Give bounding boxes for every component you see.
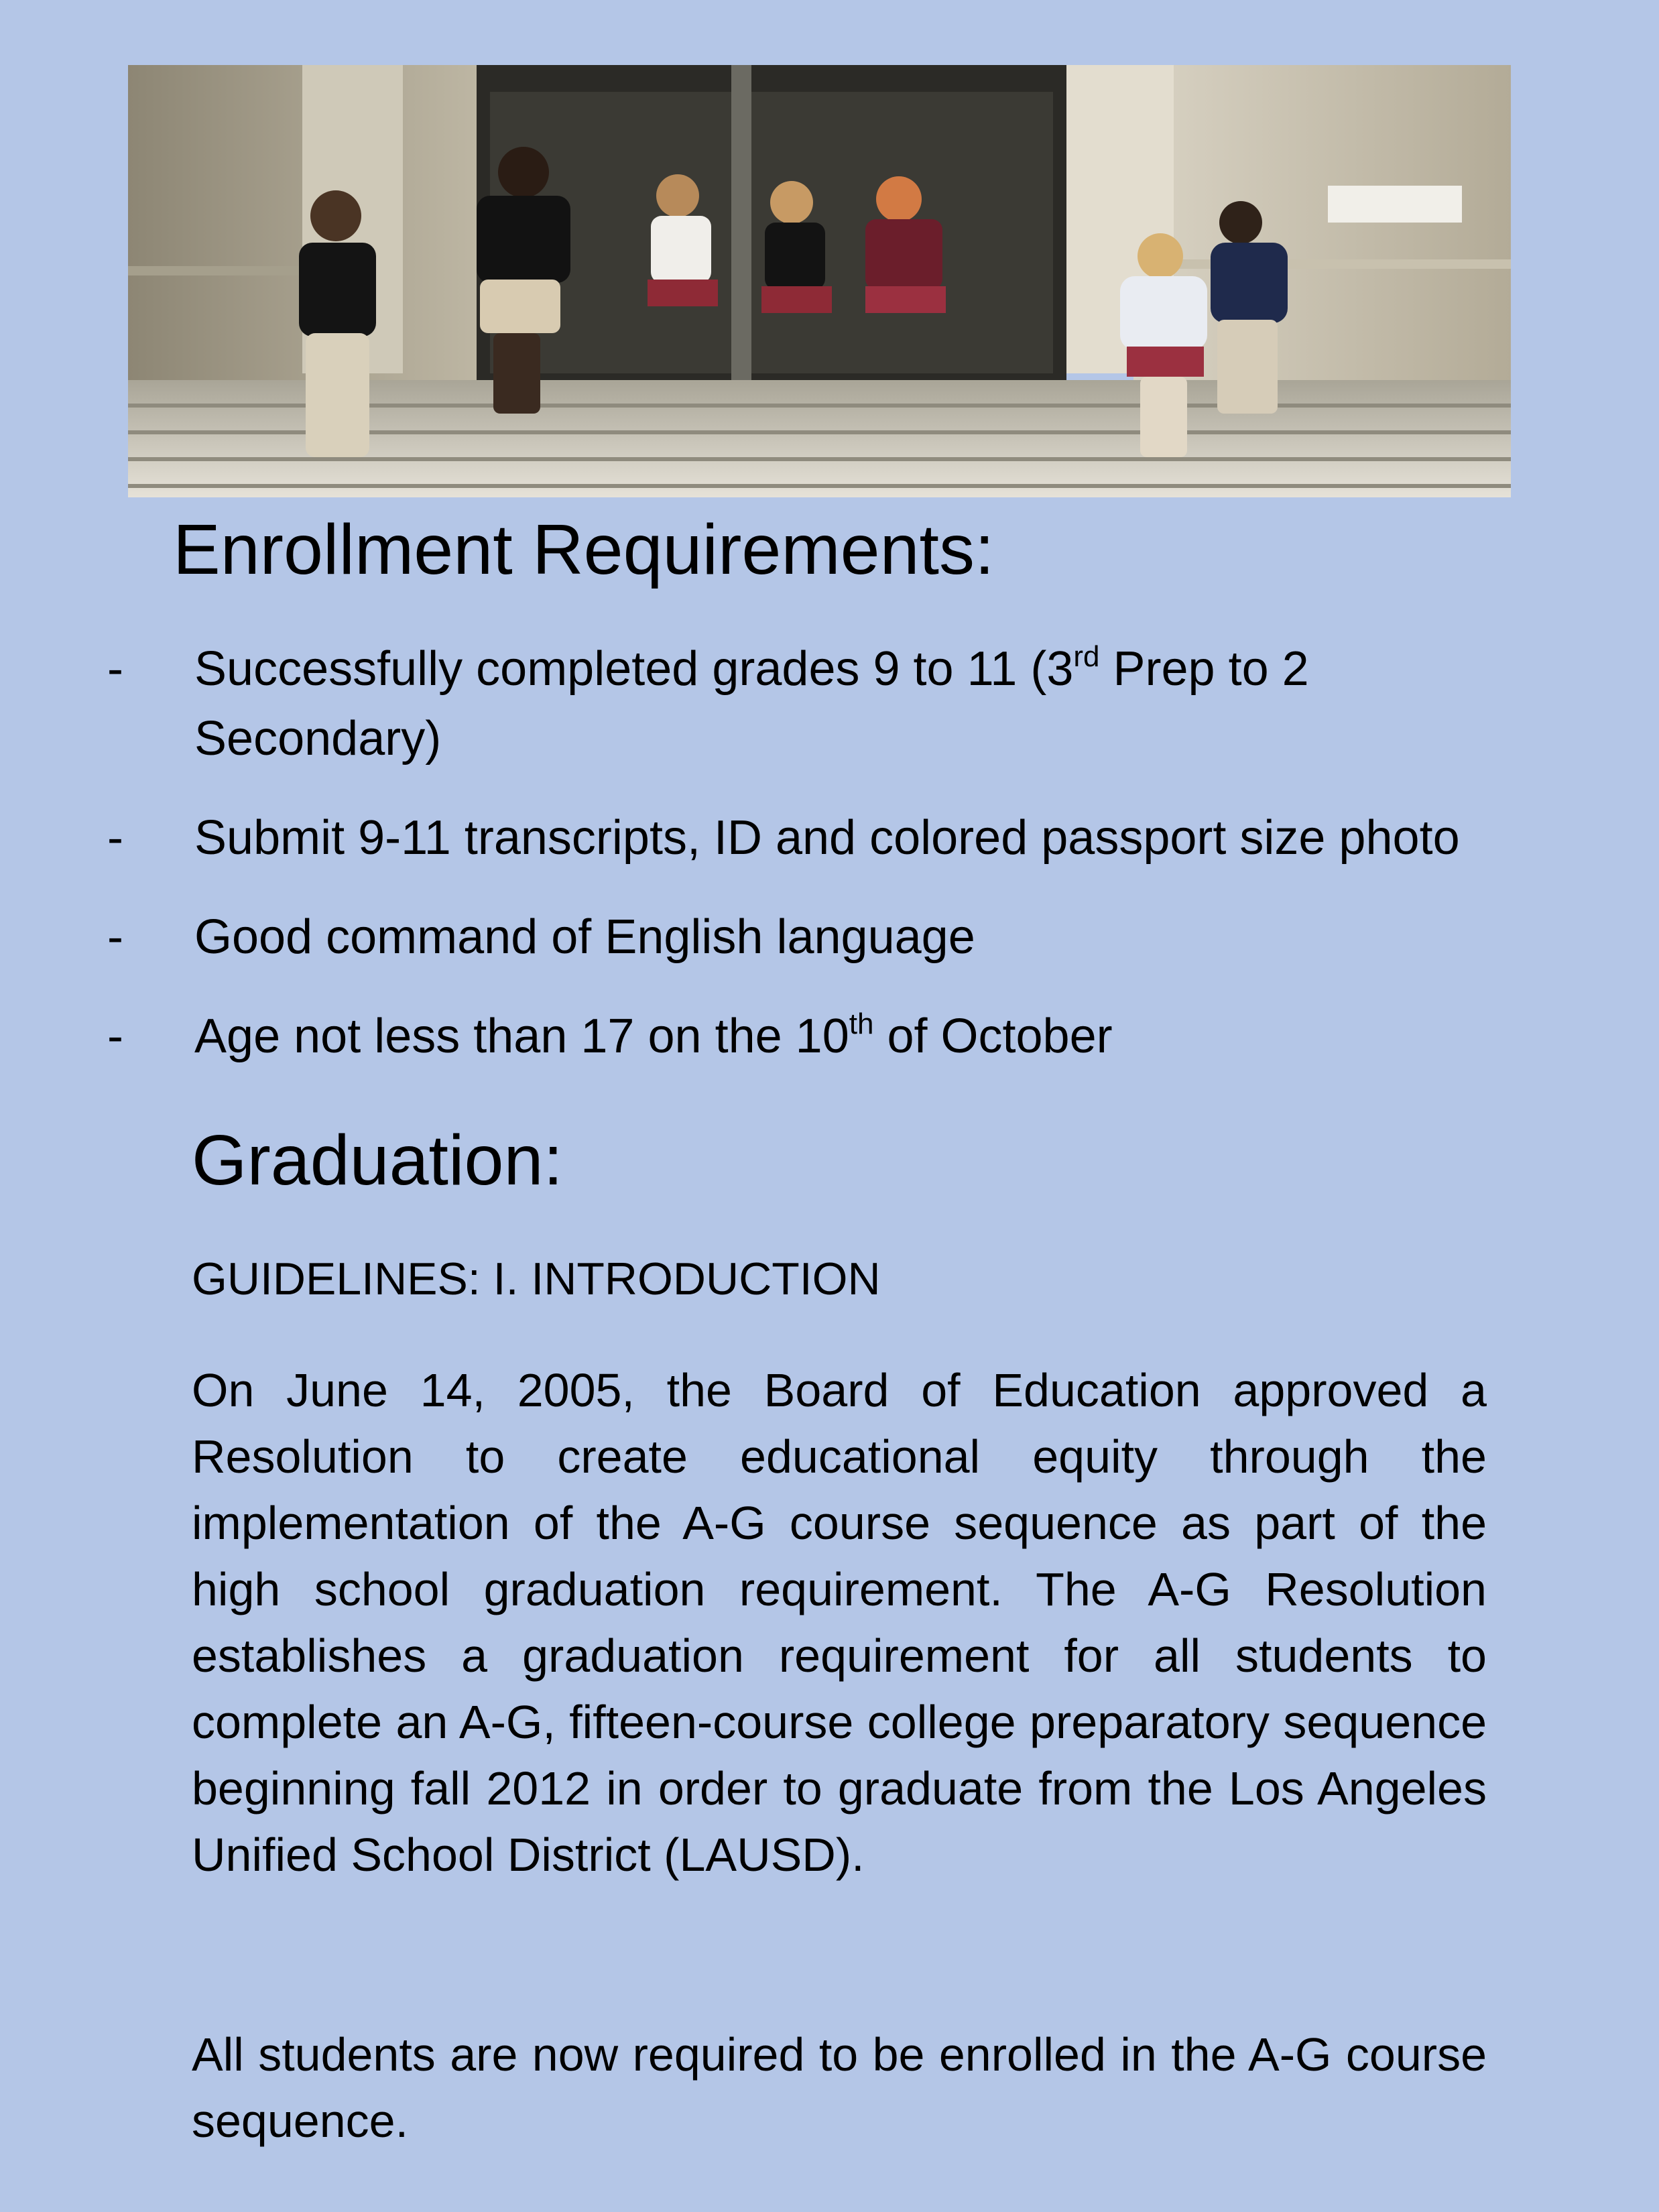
list-item-text: Good command of English language xyxy=(194,910,975,964)
list-item xyxy=(107,1001,1569,1071)
list-item xyxy=(107,803,1569,873)
bullet-dash: - xyxy=(107,642,123,696)
list-item-text: Successfully completed grades 9 to 11 (3 xyxy=(194,642,1074,696)
guidelines-subheading: GUIDELINES: I. INTRODUCTION xyxy=(192,1253,881,1304)
bullet-dash: - xyxy=(107,910,123,964)
bullet-dash: - xyxy=(107,811,123,865)
ordinal-suffix: th xyxy=(849,1007,874,1040)
list-item-text-continued: Prep to 2 Secondary) xyxy=(194,642,1309,765)
header-photo xyxy=(128,65,1511,497)
enrollment-notice-paragraph: All students are now required to be enrolled in the A-G course sequence. xyxy=(192,2028,1487,2147)
graduation-heading: Graduation: xyxy=(192,1121,563,1200)
school-steps-image xyxy=(128,65,1511,497)
list-item-text-continued: of October xyxy=(873,1009,1113,1063)
list-item xyxy=(107,634,1569,774)
list-item-text: Submit 9-11 transcripts, ID and colored passport size photo xyxy=(194,811,1460,865)
list-item-text: Age not less than 17 on the 10 xyxy=(194,1009,849,1063)
enrollment-requirements-heading: Enrollment Requirements: xyxy=(173,510,995,589)
list-item xyxy=(107,902,1569,972)
ordinal-suffix: rd xyxy=(1073,640,1100,673)
bullet-dash: - xyxy=(107,1009,123,1063)
enrollment-requirements-list xyxy=(107,634,1569,1101)
introduction-paragraph: On June 14, 2005, the Board of Education approved a Resolution to create educational equity through the implementation of the A-G course sequence as part of the high school graduation requirement. The A-G Resolution establishes a graduation requirement for all students to complete an A-G, fifteen-course college preparatory sequence beginning fall 2012 in order to graduate from the Los Angeles Unified School District (LAUSD). xyxy=(192,1364,1487,1881)
